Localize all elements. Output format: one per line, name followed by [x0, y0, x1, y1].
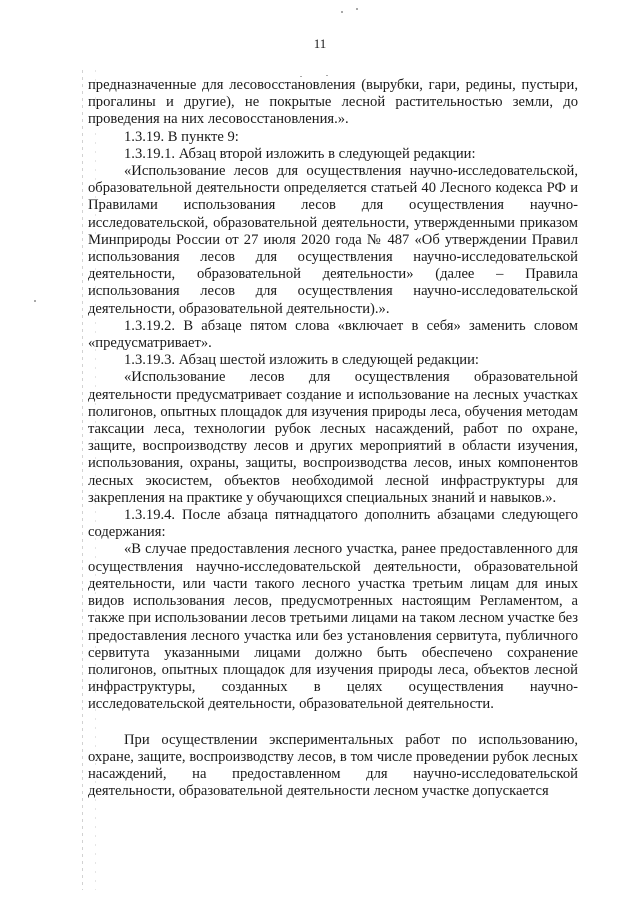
scan-speck [356, 8, 358, 10]
document-body [88, 77, 578, 800]
paragraph: 1.3.19. В пункте 9: [124, 128, 239, 145]
paragraph: «Использование лесов для осуществления образовательной деятельности предусматривает создание и использование на лесных участках полигонов, опытных площадок для изучения природы леса, обучения методам таксации леса, технологии рубок лесных насаждений, работ по охране, защите, воспроизводству лесов и других мероприятий в области изучения, использования, охраны, защиты, воспроизводства лесов, иных компонентов лесных экосистем, объектов необходимой лесной инфраструктуры для закрепления на практике у обучающихся специальных знаний и навыков.». [88, 369, 578, 506]
scan-speck [341, 11, 343, 13]
scan-edge-mark [82, 70, 83, 890]
paragraph: 1.3.19.3. Абзац шестой изложить в следующей редакции: [124, 352, 479, 369]
paragraph: «В случае предоставления лесного участка, ранее предоставленного для осуществления научно-исследовательской деятельности, образовательной деятельности, или части такого лесного участка третьим лицам для иных видов использования лесов, предусмотренных настоящим Регламентом, а также при использовании лесов третьими лицами на таком лесном участке без предоставления лесного участка или без установления сервитута, публичного сервитута указанными лицами должно быть обеспечено сохранение полигонов, опытных площадок для изучения природы леса, объектов лесной инфраструктуры, созданных в целях осуществления научно-исследовательской деятельности, образовательной деятельности. [88, 541, 578, 713]
paragraph: 1.3.19.4. После абзаца пятнадцатого дополнить абзацами следующего содержания: [88, 507, 578, 541]
scan-speck [326, 75, 328, 76]
page-number: 11 [313, 36, 327, 51]
paragraph: 1.3.19.2. В абзаце пятом слова «включает в себя» заменить словом «предусматривает». [88, 317, 578, 352]
paragraph: предназначенные для лесовосстановления (вырубки, гари, редины, пустыри, прогалины и другие), не покрытые лесной растительностью земли, до проведения на них лесовосстановления.». [88, 77, 578, 128]
paragraph: При осуществлении экспериментальных работ по использованию, охране, защите, воспроизводству лесов, в том числе проведении рубок лесных насаждений, на предоставленном для научно-исследовательской деятельности, образовательной деятельности лесном участке допускается [88, 731, 578, 800]
scan-speck [34, 300, 36, 302]
paragraph: «Использование лесов для осуществления научно-исследовательской, образовательной деятельности определяется статьей 40 Лесного кодекса РФ и Правилами использования лесов для осуществления научно-исследовательской, образовательной деятельности, утвержденными приказом Минприроды России от 27 июля 2020 года № 487 «Об утверждении Правил использования лесов для осуществления научно-исследовательской деятельности, образовательной деятельности» (далее – Правила использования лесов для осуществления научно-исследовательской деятельности, образовательной деятельности).». [88, 163, 578, 317]
paragraph: 1.3.19.1. Абзац второй изложить в следующей редакции: [124, 145, 476, 162]
paragraph-gap [88, 714, 578, 732]
